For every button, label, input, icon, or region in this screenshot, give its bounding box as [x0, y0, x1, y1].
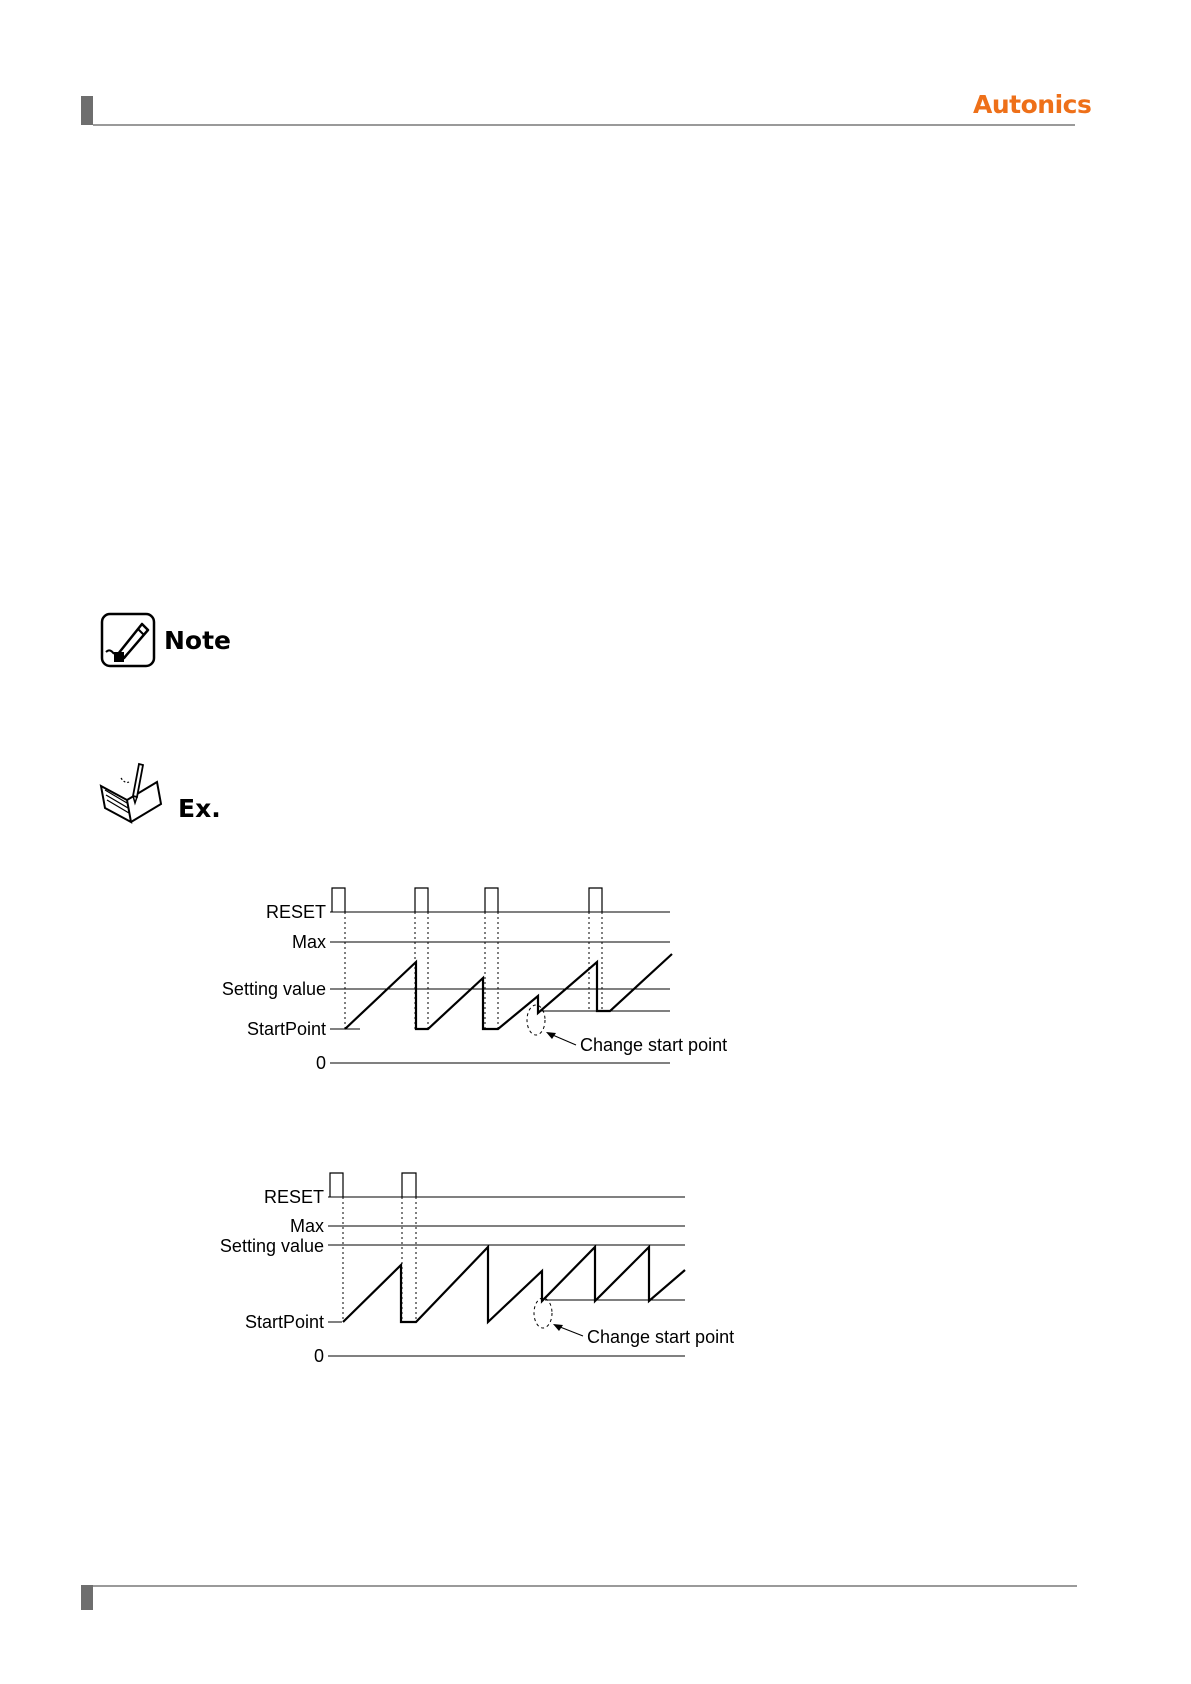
note-callout	[100, 612, 231, 668]
footer-accent-bar	[81, 1585, 93, 1610]
open-book-pencil-icon	[97, 762, 165, 824]
reset-label: RESET	[265, 902, 326, 922]
reset-pulse	[332, 888, 345, 912]
max-label: Max	[289, 1216, 324, 1236]
max-label: Max	[291, 932, 326, 952]
header-rule	[93, 124, 1075, 126]
setting-value-label: Setting value	[221, 979, 326, 999]
counter-signal	[345, 954, 672, 1029]
pencil-note-icon	[100, 612, 156, 668]
change-start-point-label: Change start point	[580, 1035, 728, 1055]
start-point-label: StartPoint	[244, 1312, 324, 1332]
start-point-label: StartPoint	[246, 1019, 326, 1039]
reset-pulse	[402, 1173, 416, 1197]
note-label: Note	[164, 625, 232, 655]
reset-pulse	[330, 1173, 343, 1197]
footer-rule	[93, 1585, 1077, 1587]
change-start-marker	[534, 1298, 552, 1328]
reset-pulse	[589, 888, 602, 912]
setting-value-label: Setting value	[219, 1236, 324, 1256]
change-start-point-label: Change start point	[587, 1327, 735, 1347]
reset-pulse	[415, 888, 428, 912]
brand-logo: Autonics	[973, 90, 1092, 119]
timing-diagram-1	[200, 880, 760, 1080]
zero-label: 0	[313, 1346, 324, 1365]
example-callout	[97, 762, 221, 824]
reset-pulse	[485, 888, 498, 912]
reset-label: RESET	[263, 1187, 324, 1207]
header-accent-bar	[81, 96, 93, 125]
example-label: Ex.	[178, 793, 221, 823]
counter-signal	[343, 1247, 685, 1322]
zero-label: 0	[315, 1053, 326, 1073]
timing-diagram-2	[200, 1165, 760, 1365]
